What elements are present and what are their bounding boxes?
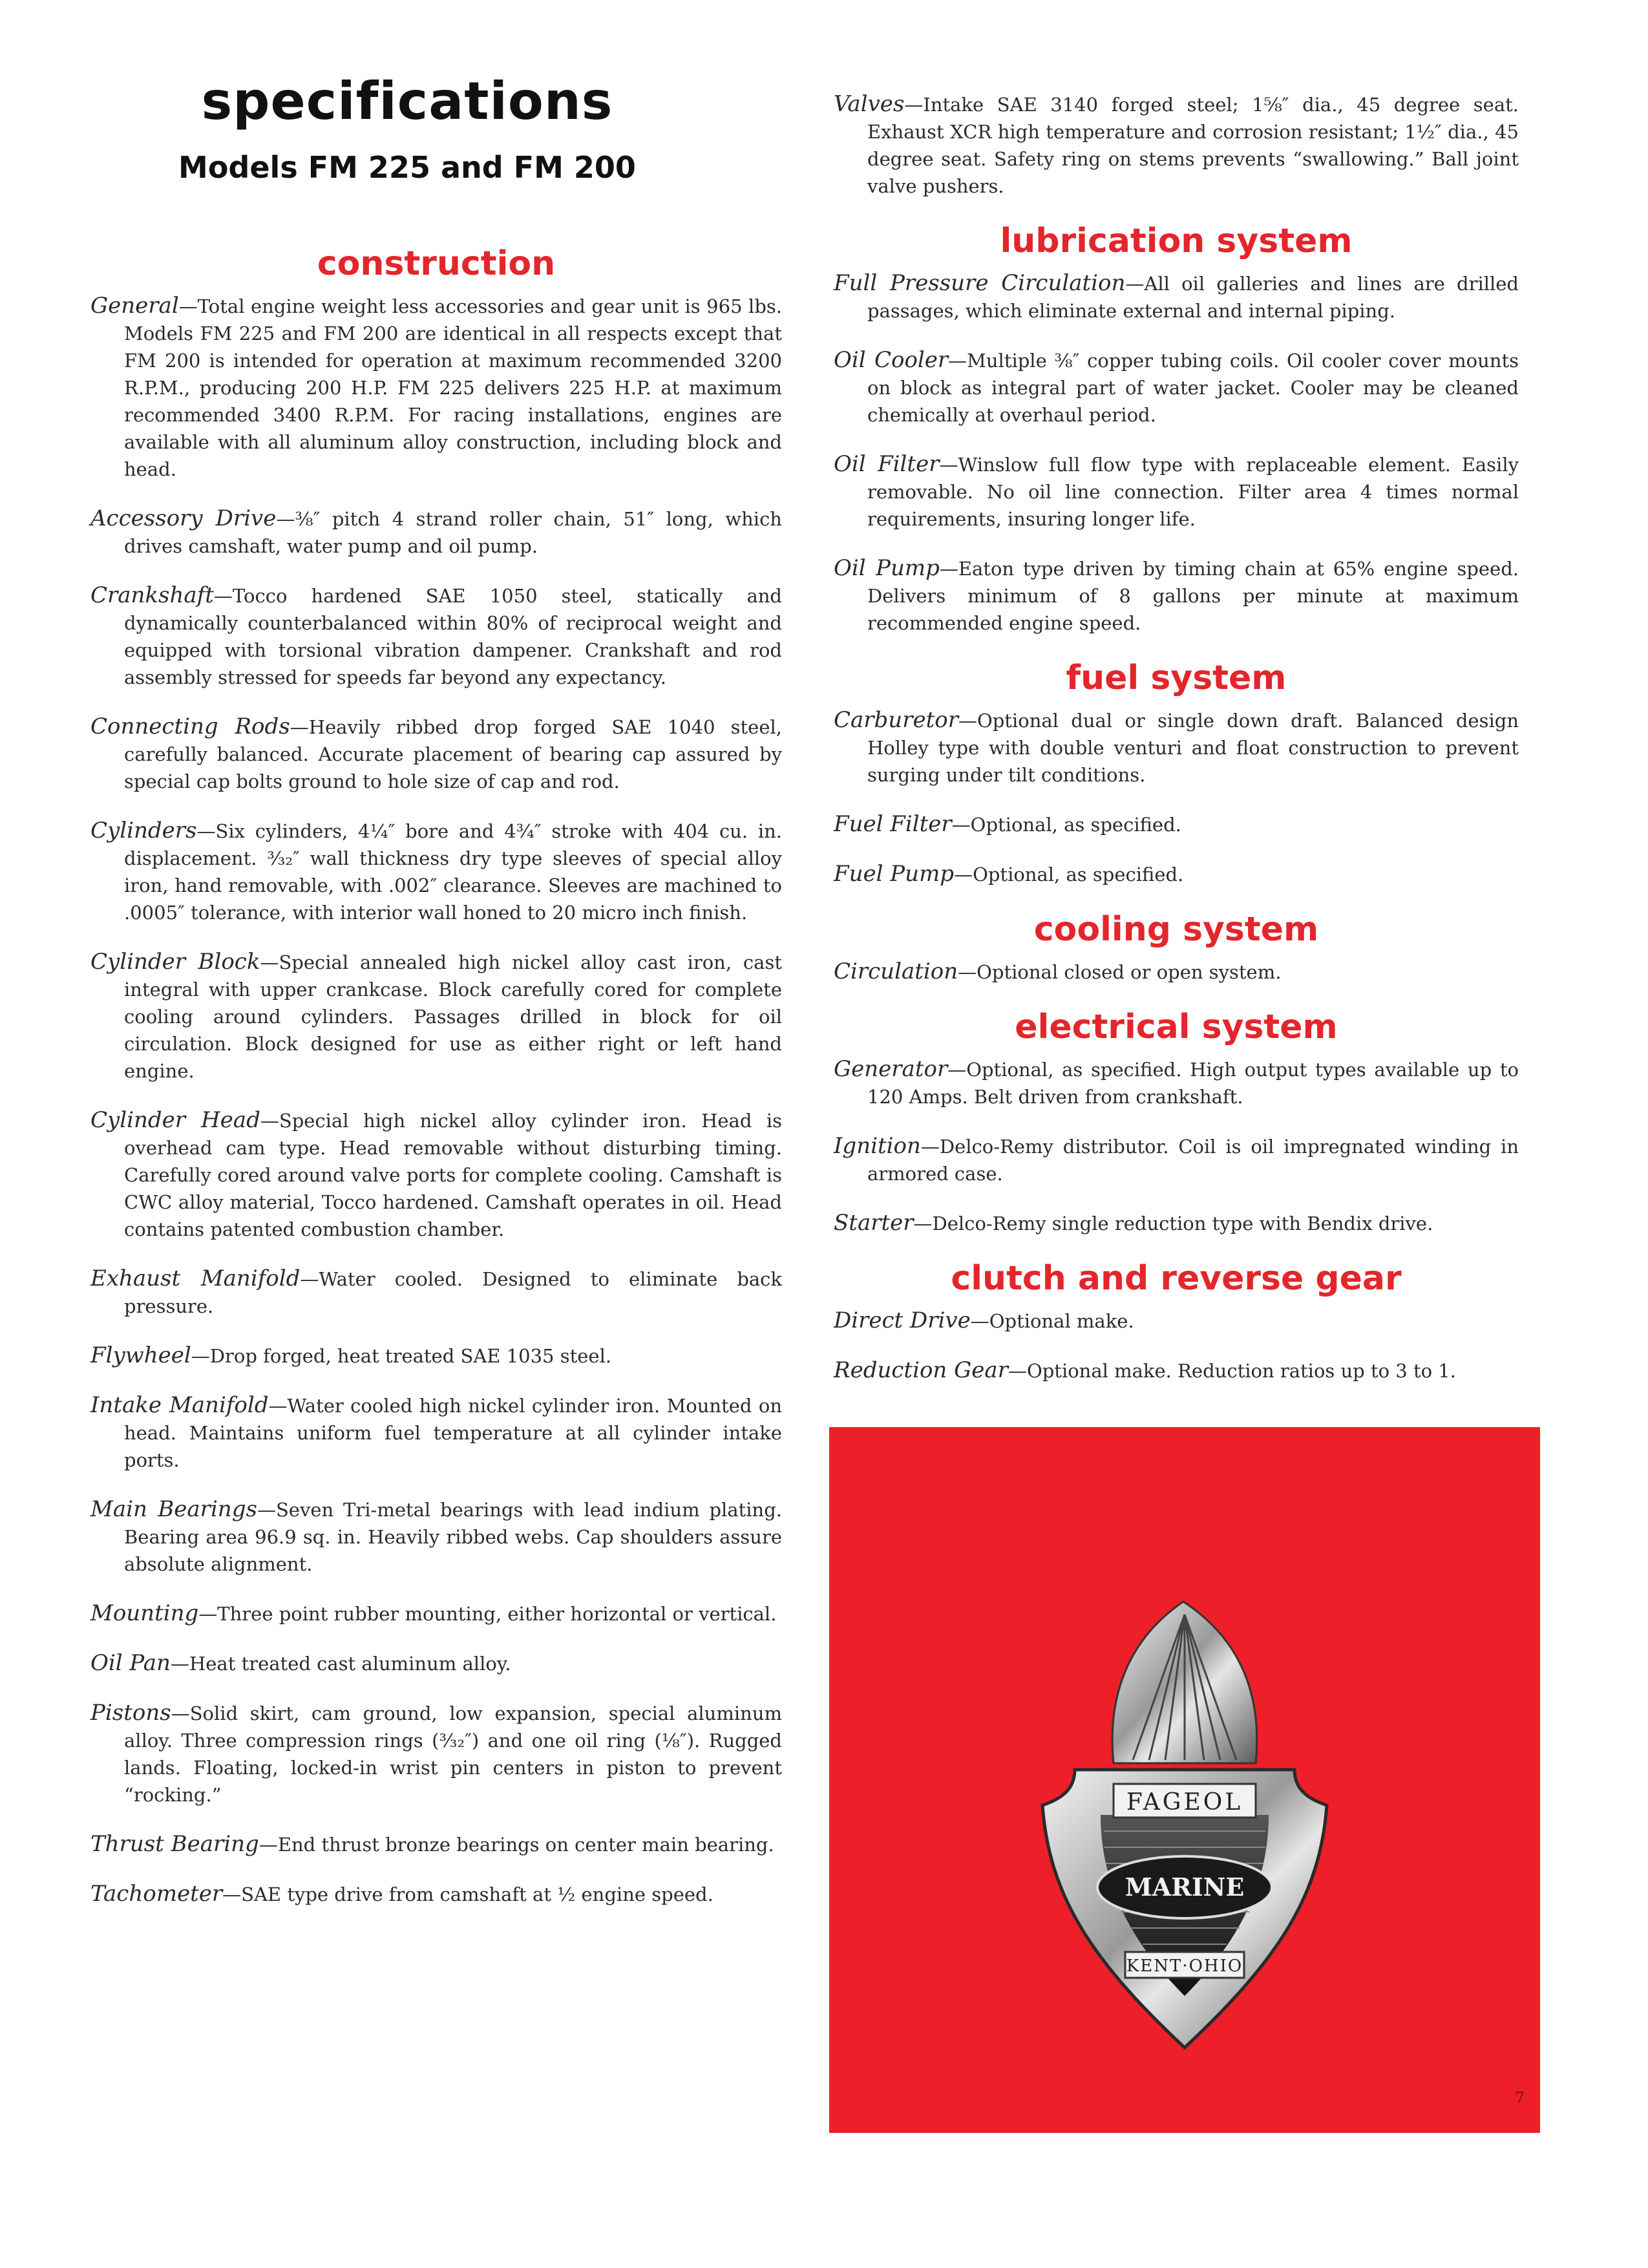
spec-text: —Heat treated cast aluminum alloy. (170, 1653, 511, 1675)
spec-entry (834, 555, 1519, 637)
cooling-list (834, 958, 1519, 986)
spec-term: Fuel Filter (834, 811, 952, 837)
spec-text: —SAE type drive from camshaft at ½ engine speed. (222, 1883, 713, 1905)
spec-text: —Optional make. Reduction ratios up to 3 to 1. (1008, 1360, 1456, 1382)
spec-term: Exhaust Manifold (90, 1266, 301, 1291)
spec-entry (834, 1209, 1519, 1237)
spec-entry (90, 1649, 782, 1677)
spec-text: —Optional dual or single down draft. Balanced design Holley type with double venturi and float construction to prevent surging under tilt conditions. (867, 710, 1519, 786)
spec-entry (90, 1600, 782, 1627)
spec-text: —Optional, as specified. High output types available up to 120 Amps. Belt driven from crankshaft. (867, 1059, 1519, 1108)
spec-term: Cylinder Block (90, 949, 260, 975)
spec-term: Oil Filter (834, 451, 940, 477)
spec-text: —Seven Tri-metal bearings with lead indium plating. Bearing area 96.9 sq. in. Heavily ribbed webs. Cap shoulders assure absolute alignment. (124, 1499, 783, 1575)
page-title: specifications (201, 71, 613, 131)
construction-heading: construction (317, 244, 556, 283)
emblem-top-text: FAGEOL (1126, 1789, 1243, 1816)
spec-term: Cylinder Head (90, 1107, 260, 1133)
emblem-center-text: MARINE (1125, 1872, 1245, 1902)
spec-term: Fuel Pump (834, 861, 955, 887)
spec-entry (90, 1830, 782, 1858)
clutch-heading: clutch and reverse gear (951, 1259, 1402, 1298)
fageol-marine-emblem (829, 1427, 1540, 2133)
spec-text: —Optional, as specified. (951, 814, 1181, 836)
spec-entry (834, 860, 1519, 888)
spec-term: Starter (834, 1210, 914, 1236)
spec-term: Direct Drive (834, 1308, 971, 1333)
spec-entry (834, 270, 1519, 324)
spec-entry (834, 1132, 1519, 1187)
spec-text: —Tocco hardened SAE 1050 steel, statically and dynamically counterbalanced within 80% of reciprocal weight and equipped with torsional vibration dampener. Crankshaft and rod assembly stressed for speeds far beyond any expectancy. (124, 585, 782, 688)
spec-term: Mounting (90, 1600, 199, 1626)
spec-entry (90, 505, 782, 560)
spec-text: —Water cooled high nickel cylinder iron. Mounted on head. Maintains uniform fuel temperature at all cylinder intake ports. (124, 1395, 782, 1471)
spec-entry (90, 1496, 782, 1578)
spec-term: Oil Pan (90, 1650, 171, 1676)
emblem-panel (829, 1427, 1540, 2133)
lubrication-heading: lubrication system (1000, 222, 1353, 260)
spec-text: —Delco-Remy single reduction type with Bendix drive. (913, 1213, 1433, 1235)
spec-text: —Eaton type driven by timing chain at 65% engine speed. Delivers minimum of 8 gallons per minute at maximum recommended engine speed. (867, 558, 1519, 634)
spec-entry (90, 948, 782, 1085)
spec-text: —Optional closed or open system. (958, 961, 1282, 983)
fuel-list (834, 706, 1519, 888)
spec-text: —End thrust bronze bearings on center main bearing. (259, 1834, 774, 1856)
spec-entry (834, 346, 1519, 429)
spec-text: —Heavily ribbed drop forged SAE 1040 steel, carefully balanced. Accurate placement of bearing cap assured by special cap bolts ground to hole size of cap and rod. (124, 716, 782, 792)
spec-term: Reduction Gear (834, 1357, 1008, 1383)
spec-term: Full Pressure Circulation (834, 270, 1126, 296)
spec-text: —Winslow full flow type with replaceable element. Easily removable. No oil line connection. Filter area 4 times normal requirements, insuring longer life. (867, 454, 1519, 530)
spec-entry (834, 1307, 1519, 1335)
spec-text: —Special high nickel alloy cylinder iron. Head is overhead cam type. Head removable without disturbing timing. Carefully cored around valve ports for complete cooling. Camshaft is CWC alloy material, Tocco hardened. Camshaft operates in oil. Head contains patented combustion chamber. (124, 1110, 782, 1240)
spec-term: Ignition (834, 1133, 921, 1159)
spec-term: Flywheel (90, 1342, 191, 1368)
spec-term: Tachometer (90, 1881, 223, 1907)
spec-text: —Special annealed high nickel alloy cast iron, cast integral with upper crankcase. Block carefully cored for complete cooling around cylinders. Passages drilled in block for oil circulation. Block designed for use as either right or left hand engine. (124, 951, 782, 1082)
spec-entry (90, 713, 782, 795)
crest-icon (1112, 1602, 1257, 1763)
right-column (834, 90, 1519, 1406)
spec-term: Valves (834, 91, 905, 117)
electrical-list (834, 1055, 1519, 1237)
spec-entry-valves (834, 90, 1519, 200)
spec-term: Pistons (90, 1700, 171, 1726)
spec-entry (834, 811, 1519, 838)
page-subtitle: Models FM 225 and FM 200 (178, 150, 636, 185)
cooling-heading: cooling system (1033, 910, 1319, 949)
spec-entry (90, 292, 782, 483)
spec-entry (90, 1880, 782, 1908)
left-column (90, 244, 782, 1930)
spec-term: Intake Manifold (90, 1392, 269, 1418)
spec-text: —Optional make. (970, 1310, 1134, 1332)
spec-text: —Intake SAE 3140 forged steel; 1⅝″ dia., 45 degree seat. Exhaust XCR high temperature and corrosion resistant; 1½″ dia., 45 degree seat. Safety ring on stems prevents “swallowing.” Ball joint valve pushers. (867, 94, 1519, 197)
spec-term: Thrust Bearing (90, 1831, 259, 1857)
spec-text: —Water cooled. Designed to eliminate back pressure. (124, 1268, 782, 1317)
spec-entry (90, 1342, 782, 1370)
spec-text: —Drop forged, heat treated SAE 1035 steel. (191, 1345, 612, 1367)
emblem-bottom-text: KENT·OHIO (1126, 1956, 1243, 1976)
spec-entry (90, 1392, 782, 1474)
fuel-heading: fuel system (1066, 659, 1287, 697)
spec-text: —Delco-Remy distributor. Coil is oil impregnated winding in armored case. (867, 1136, 1519, 1185)
spec-term: Crankshaft (90, 582, 214, 608)
spec-term: Cylinders (90, 818, 197, 843)
spec-text: —Three point rubber mounting, either horizontal or vertical. (198, 1603, 777, 1625)
spec-entry (90, 1265, 782, 1320)
spec-term: Accessory Drive (90, 505, 277, 531)
spec-entry (834, 706, 1519, 789)
spec-entry (834, 1055, 1519, 1110)
spec-entry (834, 450, 1519, 533)
spec-entry (90, 582, 782, 691)
spec-text: —Multiple ⅜″ copper tubing coils. Oil cooler cover mounts on block as integral part of water jacket. Cooler may be cleaned chemically at overhaul period. (867, 350, 1519, 426)
spec-entry (90, 1107, 782, 1243)
spec-term: Oil Pump (834, 555, 940, 581)
spec-term: Carburetor (834, 707, 958, 733)
construction-list (90, 292, 782, 1908)
spec-term: Oil Cooler (834, 347, 949, 373)
page-number: 7 (1514, 2089, 1525, 2107)
spec-entry (834, 958, 1519, 986)
spec-entry (834, 1357, 1519, 1384)
spec-entry (90, 817, 782, 926)
spec-text: —Six cylinders, 4¼″ bore and 4¾″ stroke with 404 cu. in. displacement. ³⁄₃₂″ wall thickness dry type sleeves of special alloy iron, hand removable, with .002″ clearance. Sleeves are machined to .0005″ tolerance, with interior wall honed to 20 micro inch finish. (124, 820, 782, 924)
spec-entry (90, 1699, 782, 1808)
clutch-list (834, 1307, 1519, 1384)
spec-term: Circulation (834, 959, 958, 984)
lubrication-list (834, 270, 1519, 637)
spec-text: —Optional, as specified. (954, 864, 1184, 885)
spec-term: Main Bearings (90, 1496, 257, 1522)
spec-text: —⅜″ pitch 4 strand roller chain, 51″ long, which drives camshaft, water pump and oil pump. (124, 508, 782, 557)
spec-text: —All oil galleries and lines are drilled passages, which eliminate external and internal piping. (867, 273, 1519, 322)
spec-text: —Total engine weight less accessories and gear unit is 965 lbs. Models FM 225 and FM 200 are identical in all respects except that FM 200 is intended for operation at maximum recommended 3200 R.P.M., producing 200 H.P. FM 225 delivers 225 H.P. at maximum recommended 3400 R.P.M. For racing installations, engines are available with all aluminum alloy construction, including block and head. (124, 295, 782, 480)
spec-text: —Solid skirt, cam ground, low expansion, special aluminum alloy. Three compression rings (³⁄₃₂″) and one oil ring (⅛″). Rugged lands. Floating, locked-in wrist pin centers in piston to prevent “rocking.” (124, 1702, 782, 1806)
spec-term: Generator (834, 1056, 948, 1082)
electrical-heading: electrical system (1015, 1008, 1338, 1046)
spec-term: General (90, 293, 179, 319)
spec-term: Connecting Rods (90, 714, 290, 739)
